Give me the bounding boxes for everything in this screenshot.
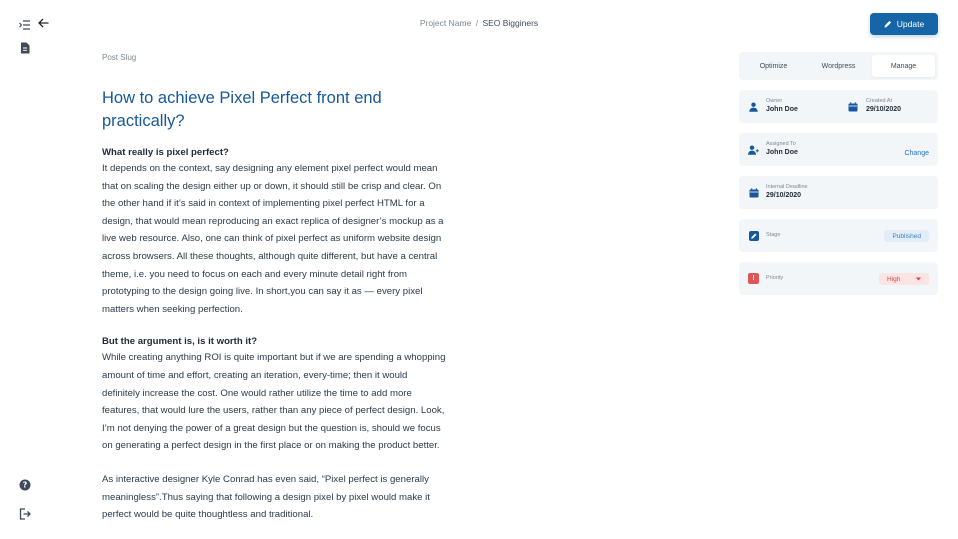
user-icon	[748, 101, 759, 112]
article	[102, 50, 447, 524]
created-value: 29/10/2020	[866, 106, 902, 113]
stage-status-badge[interactable]: Published	[884, 230, 929, 242]
alert-icon: !	[748, 273, 759, 284]
breadcrumb-separator: /	[475, 18, 479, 28]
section-heading-2: But the argument is, is it worth it?	[102, 336, 258, 348]
post-slug[interactable]: Post Slug	[102, 53, 137, 62]
top-bar	[0, 0, 958, 50]
priority-card	[739, 262, 938, 295]
calendar-icon	[748, 187, 759, 198]
breadcrumb-project[interactable]: Project Name	[419, 18, 472, 28]
assigned-value: John Doe	[766, 149, 798, 156]
calendar-icon	[847, 101, 858, 112]
panel-tabs	[739, 52, 938, 80]
tab-manage[interactable]: Manage	[872, 55, 935, 77]
paragraph-1: It depends on the context, say designing any element pixel perfect would mean that on scaling the design either up or down, it should still be crisp and clear. On the other hand if it’s said in context of implementing pixel perfect HTML for a design, that would mean reproducing an exact replica of designer’s mockup as a live web resource. Also, one can think of pixel perfect as uniform website design across browsers. All these thoughts, although quite different, but have a central theme, i.e. you need to focus on each and every minute detail right from prototyping to the design going live. In short,you can say it as — every pixel matters when seeking perfection.	[102, 163, 444, 315]
created-label: Created At	[866, 98, 892, 104]
deadline-value[interactable]: 29/10/2020	[766, 192, 802, 199]
stage-card	[739, 219, 938, 252]
article-title[interactable]: How to achieve Pixel Perfect front end practically?	[102, 89, 382, 130]
owner-card	[739, 90, 938, 123]
tab-optimize[interactable]: Optimize	[759, 62, 788, 70]
priority-label: Priority	[766, 275, 784, 281]
deadline-label: Internal Deadline	[766, 184, 808, 190]
priority-value: High	[887, 275, 901, 283]
priority-select[interactable]	[879, 273, 929, 285]
breadcrumb-current: SEO Bigginers	[482, 18, 539, 28]
update-button[interactable]	[870, 13, 938, 35]
left-rail	[0, 0, 50, 539]
change-assignee-link[interactable]: Change	[904, 150, 929, 157]
pencil-icon	[884, 20, 892, 28]
svg-text:?: ?	[22, 480, 28, 490]
manage-panel	[739, 52, 938, 295]
help-circle-icon[interactable]	[17, 477, 33, 493]
stage-label: Stage	[766, 232, 781, 238]
paragraph-3: As interactive designer Kyle Conrad has even said, “Pixel perfect is generally meaningless”.Thus saying that following a design pixel by pixel would make it perfect would be quite thoughtless and traditional.	[102, 473, 430, 521]
breadcrumb	[0, 18, 958, 28]
assigned-card	[739, 133, 938, 166]
tab-wordpress[interactable]: Wordpress	[821, 62, 856, 70]
owner-label: Owner	[766, 98, 783, 104]
user-assign-icon	[748, 144, 759, 155]
logout-icon[interactable]	[17, 506, 33, 522]
caret-down-icon	[916, 277, 921, 281]
section-heading-1: What really is pixel perfect?	[102, 147, 229, 158]
update-label: Update	[896, 19, 925, 29]
edit-square-icon	[748, 230, 759, 241]
deadline-card	[739, 176, 938, 209]
assigned-label: Assigned To	[766, 141, 796, 147]
owner-value: John Doe	[766, 106, 798, 113]
paragraph-2: While creating anything ROI is quite important but if we are spending a whopping amount of time and effort, creating an iteration, every-time; then it would definitely increase the cost. One would rather utilize the time to add more features, that would lure the users, rather than any piece of perfect design. Look, I’m not denying the power of a great design but the question is, should we focus on generating a perfect design in the first place or on making the product better.	[102, 352, 446, 452]
